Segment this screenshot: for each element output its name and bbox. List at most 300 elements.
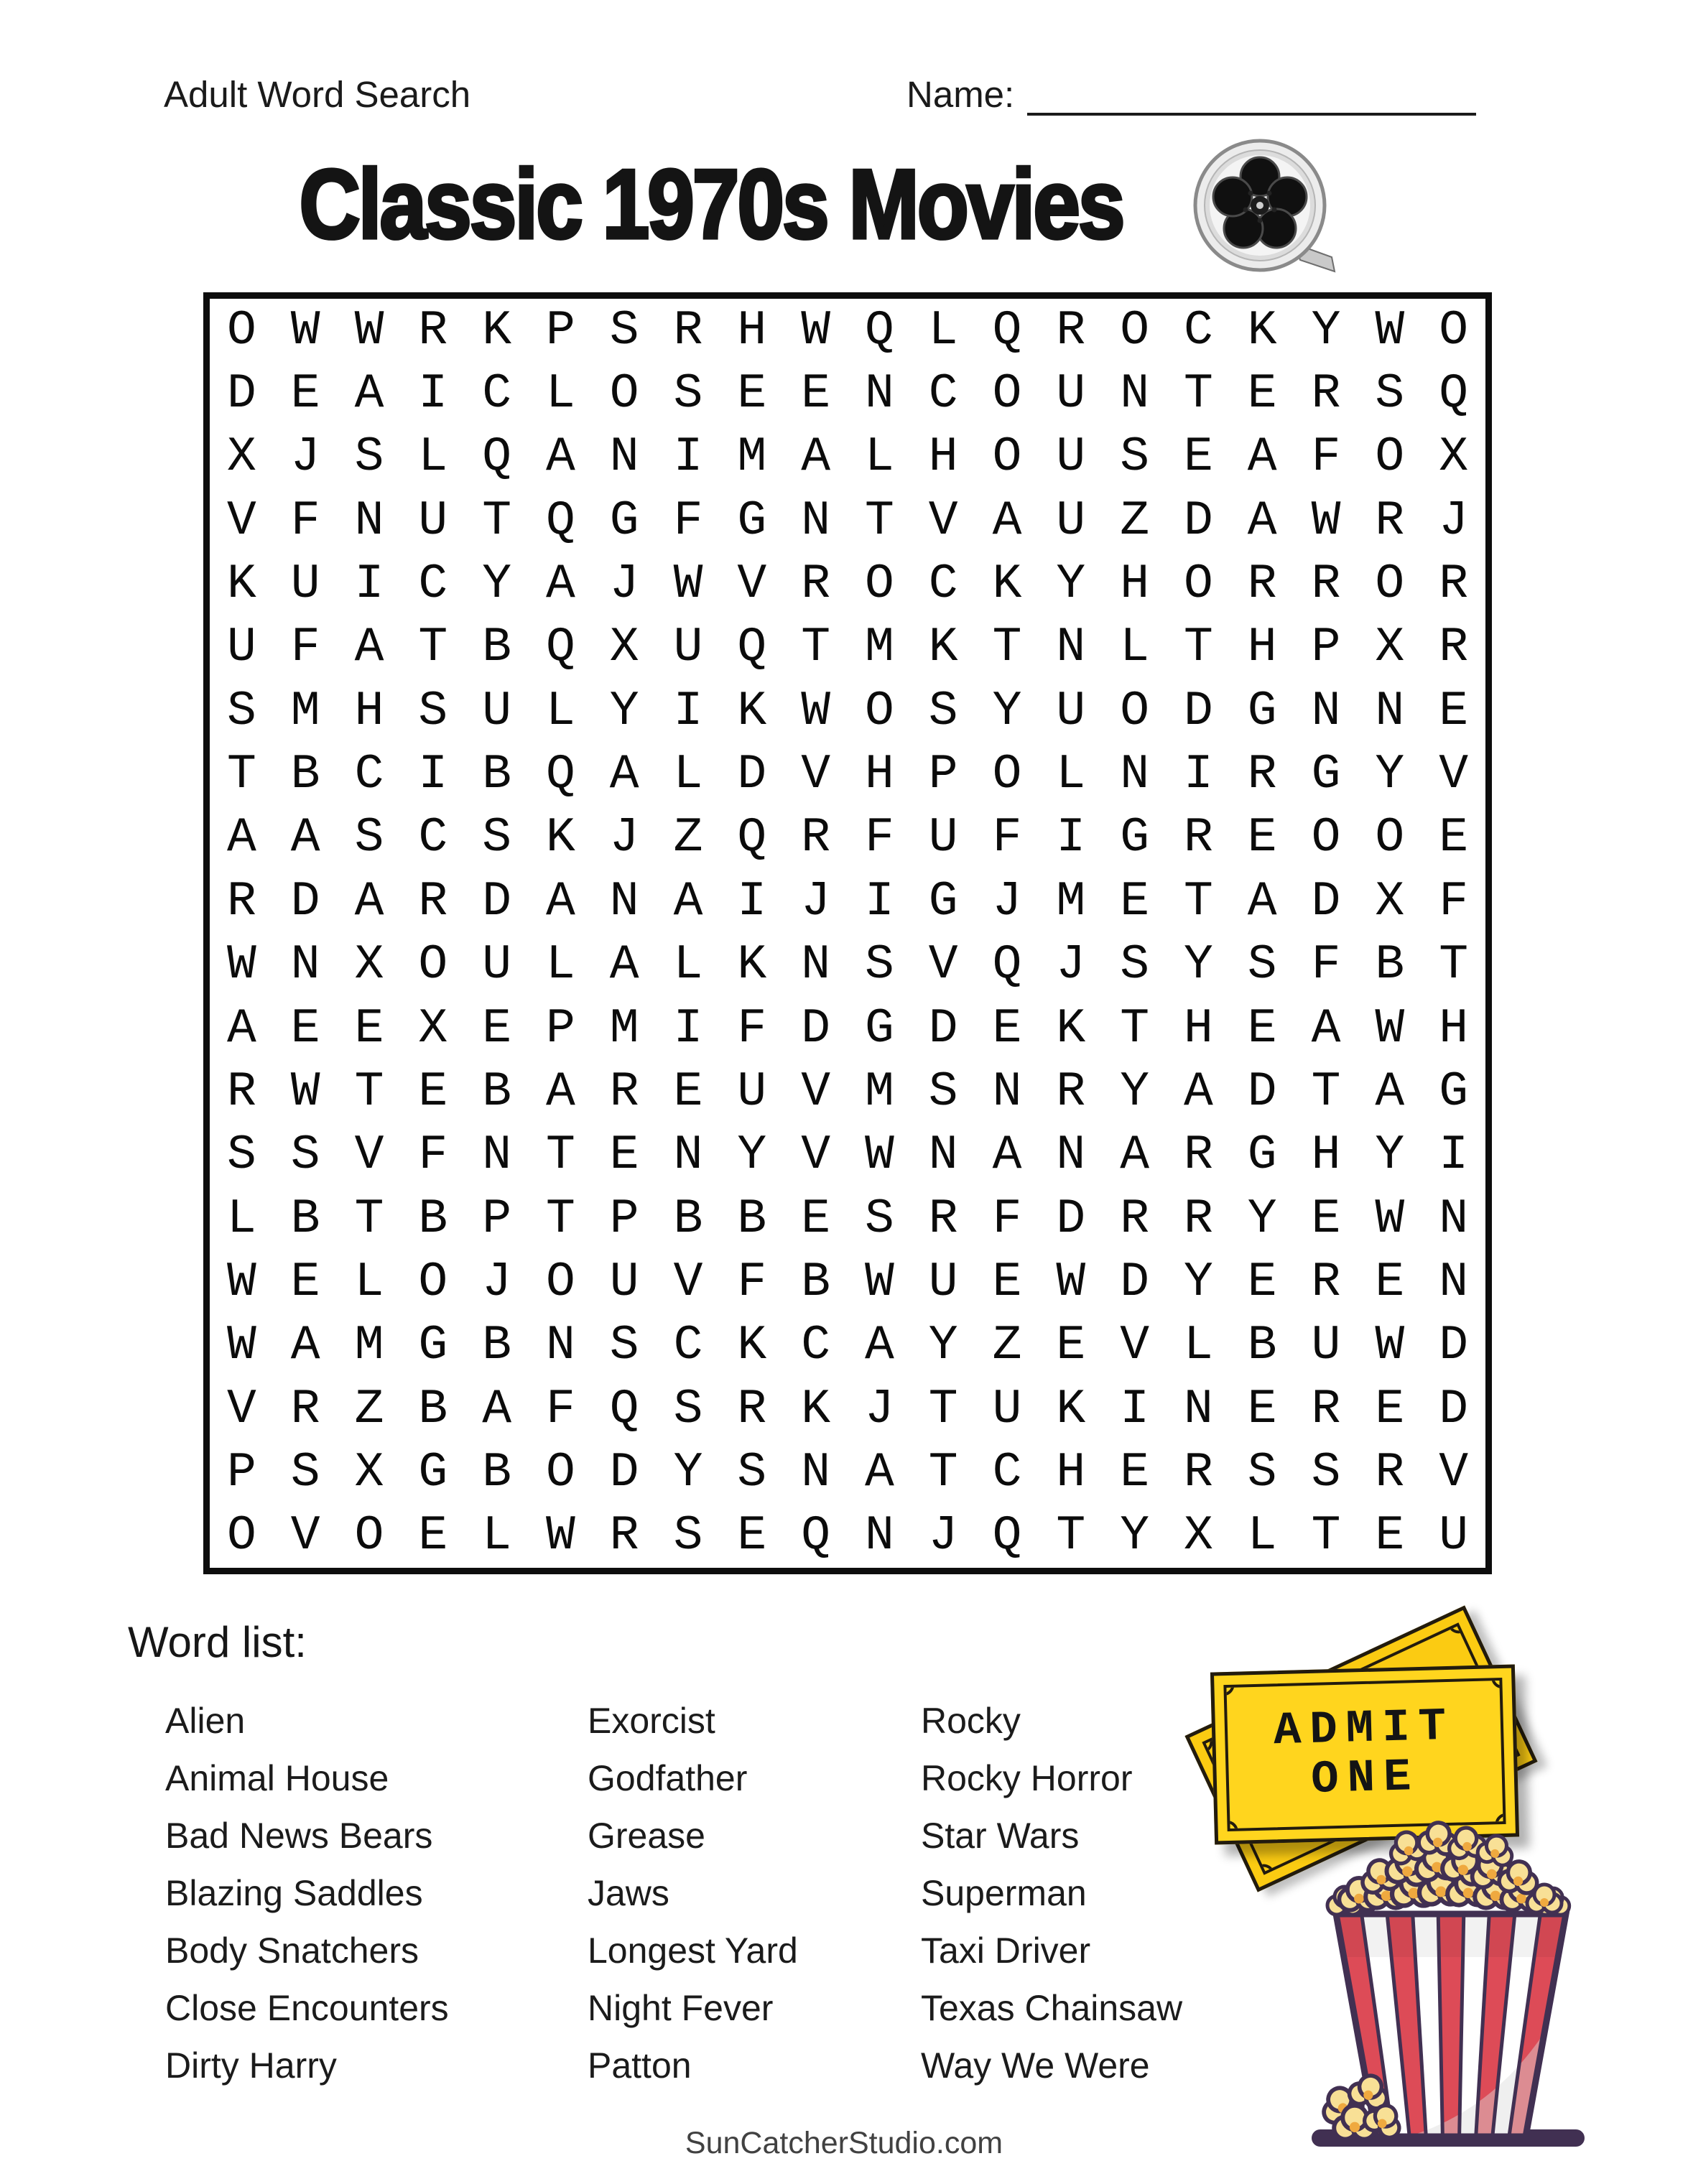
grid-letter: Y bbox=[1247, 1191, 1277, 1247]
word-list-item: Animal House bbox=[165, 1758, 389, 1798]
grid-letter: S bbox=[226, 1128, 256, 1184]
grid-letter: K bbox=[801, 1381, 830, 1437]
grid-letter: N bbox=[609, 873, 639, 929]
grid-letter: G bbox=[864, 1000, 894, 1056]
grid-letter: I bbox=[1056, 810, 1086, 866]
grid-letter: S bbox=[354, 810, 384, 866]
grid-letter: P bbox=[482, 1191, 511, 1247]
grid-letter: E bbox=[992, 1254, 1022, 1310]
grid-letter: D bbox=[1120, 1254, 1149, 1310]
grid-letter: B bbox=[482, 620, 511, 676]
grid-letter: D bbox=[609, 1444, 639, 1500]
word-list-item: Texas Chainsaw bbox=[921, 1988, 1183, 2028]
grid-letter: H bbox=[737, 302, 767, 358]
grid-letter: B bbox=[673, 1191, 703, 1247]
grid-letter: M bbox=[290, 683, 320, 739]
grid-letter: O bbox=[609, 366, 639, 422]
grid-letter: L bbox=[1183, 1318, 1213, 1374]
grid-letter: H bbox=[1120, 557, 1149, 613]
grid-letter: X bbox=[226, 429, 256, 485]
grid-letter: L bbox=[226, 1191, 256, 1247]
grid-letter: C bbox=[354, 747, 384, 803]
grid-letter: G bbox=[418, 1318, 448, 1374]
grid-letter: O bbox=[1120, 302, 1149, 358]
grid-letter: E bbox=[418, 1064, 448, 1120]
grid-letter: X bbox=[418, 1000, 448, 1056]
ticket-corner-notch bbox=[1444, 1622, 1473, 1637]
grid-letter: N bbox=[801, 1444, 830, 1500]
grid-letter: F bbox=[737, 1000, 767, 1056]
grid-letter: C bbox=[992, 1444, 1022, 1500]
grid-letter: D bbox=[482, 873, 511, 929]
grid-letter: D bbox=[290, 873, 320, 929]
grid-letter: R bbox=[1311, 366, 1341, 422]
grid-letter: A bbox=[1311, 1000, 1341, 1056]
grid-letter: Y bbox=[992, 683, 1022, 739]
grid-letter: S bbox=[354, 429, 384, 485]
grid-letter: W bbox=[545, 1508, 575, 1564]
grid-letter: Z bbox=[1120, 493, 1149, 549]
grid-letter: X bbox=[1439, 429, 1468, 485]
grid-letter: O bbox=[354, 1508, 384, 1564]
grid-letter: N bbox=[1056, 620, 1086, 676]
ticket-corner-notch bbox=[1250, 1861, 1279, 1875]
grid-letter: E bbox=[1183, 429, 1213, 485]
grid-letter: S bbox=[673, 1508, 703, 1564]
grid-letter: E bbox=[1439, 810, 1468, 866]
grid-letter: O bbox=[992, 747, 1022, 803]
grid-letter: V bbox=[737, 557, 767, 613]
grid-letter: K bbox=[1056, 1000, 1086, 1056]
grid-letter: F bbox=[418, 1128, 448, 1184]
grid-letter: A bbox=[482, 1381, 511, 1437]
grid-letter: A bbox=[864, 1318, 894, 1374]
grid-letter: R bbox=[1056, 302, 1086, 358]
word-list-item: Godfather bbox=[588, 1758, 748, 1798]
grid-letter: O bbox=[864, 683, 894, 739]
film-reel-icon bbox=[1187, 136, 1339, 282]
grid-letter: A bbox=[992, 493, 1022, 549]
grid-letter: F bbox=[864, 810, 894, 866]
popcorn-bucket-icon bbox=[1300, 1819, 1602, 2150]
grid-letter: E bbox=[1056, 1318, 1086, 1374]
grid-letter: D bbox=[1247, 1064, 1277, 1120]
grid-letter: G bbox=[737, 493, 767, 549]
word-list-item: Alien bbox=[165, 1701, 246, 1741]
grid-letter: I bbox=[1439, 1128, 1468, 1184]
grid-letter: W bbox=[1375, 1318, 1405, 1374]
grid-letter: O bbox=[1120, 683, 1149, 739]
grid-letter: U bbox=[1056, 366, 1086, 422]
grid-letter: Y bbox=[609, 683, 639, 739]
grid-letter: J bbox=[609, 557, 639, 613]
grid-letter: X bbox=[1375, 873, 1405, 929]
grid-letter: D bbox=[1439, 1318, 1468, 1374]
grid-letter: B bbox=[418, 1381, 448, 1437]
grid-letter: O bbox=[1311, 810, 1341, 866]
grid-letter: M bbox=[737, 429, 767, 485]
grid-letter: R bbox=[801, 557, 830, 613]
word-list-item: Exorcist bbox=[588, 1701, 715, 1741]
grid-letter: A bbox=[609, 937, 639, 993]
grid-letter: W bbox=[1375, 1191, 1405, 1247]
grid-letter: G bbox=[928, 873, 958, 929]
grid-letter: C bbox=[418, 557, 448, 613]
grid-letter: C bbox=[1183, 302, 1213, 358]
grid-letter: A bbox=[609, 747, 639, 803]
grid-letter: X bbox=[354, 1444, 384, 1500]
grid-letter: V bbox=[1439, 747, 1468, 803]
grid-letter: R bbox=[1247, 557, 1277, 613]
grid-letter: N bbox=[545, 1318, 575, 1374]
grid-letter: J bbox=[1439, 493, 1468, 549]
grid-letter: T bbox=[1311, 1508, 1341, 1564]
grid-letter: E bbox=[354, 1000, 384, 1056]
grid-letter: C bbox=[928, 557, 958, 613]
grid-letter: S bbox=[673, 366, 703, 422]
grid-letter: H bbox=[1247, 620, 1277, 676]
grid-letter: S bbox=[1120, 937, 1149, 993]
grid-letter: N bbox=[801, 493, 830, 549]
grid-letter: N bbox=[290, 937, 320, 993]
grid-letter: N bbox=[1120, 747, 1149, 803]
grid-letter: N bbox=[801, 937, 830, 993]
grid-letter: V bbox=[290, 1508, 320, 1564]
grid-letter: S bbox=[290, 1128, 320, 1184]
grid-letter: R bbox=[1375, 1444, 1405, 1500]
grid-letter: P bbox=[545, 1000, 575, 1056]
grid-letter: F bbox=[673, 493, 703, 549]
grid-letter: E bbox=[482, 1000, 511, 1056]
ticket-corner-notch bbox=[1223, 1821, 1238, 1831]
grid-letter: A bbox=[1375, 1064, 1405, 1120]
grid-letter: W bbox=[1375, 1000, 1405, 1056]
grid-letter: T bbox=[354, 1064, 384, 1120]
word-list-column bbox=[588, 1692, 921, 2094]
grid-letter: I bbox=[673, 683, 703, 739]
grid-letter: J bbox=[928, 1508, 958, 1564]
grid-letter: Y bbox=[1120, 1064, 1149, 1120]
grid-letter: G bbox=[418, 1444, 448, 1500]
grid-letter: N bbox=[482, 1128, 511, 1184]
grid-letter: R bbox=[226, 1064, 256, 1120]
grid-letter: J bbox=[864, 1381, 894, 1437]
grid-letter: R bbox=[418, 873, 448, 929]
grid-letter: V bbox=[226, 1381, 256, 1437]
grid-letter: A bbox=[290, 1318, 320, 1374]
grid-letter: V bbox=[354, 1128, 384, 1184]
grid-letter: N bbox=[1311, 683, 1341, 739]
grid-letter: B bbox=[801, 1254, 830, 1310]
grid-letter: T bbox=[801, 620, 830, 676]
grid-letter: T bbox=[1183, 873, 1213, 929]
grid-letter: U bbox=[673, 620, 703, 676]
grid-letter: N bbox=[609, 429, 639, 485]
grid-letter: S bbox=[226, 683, 256, 739]
grid-letter: E bbox=[737, 1508, 767, 1564]
grid-letter: J bbox=[609, 810, 639, 866]
ticket-text-admit: ADMIT bbox=[1273, 1701, 1455, 1758]
grid-letter: Y bbox=[737, 1128, 767, 1184]
grid-letter: F bbox=[992, 810, 1022, 866]
popcorn-mound bbox=[1327, 1821, 1569, 1915]
word-list-item: Close Encounters bbox=[165, 1988, 449, 2028]
grid-letter: K bbox=[482, 302, 511, 358]
grid-letter: U bbox=[1311, 1318, 1341, 1374]
grid-letter: X bbox=[609, 620, 639, 676]
grid-letter: U bbox=[609, 1254, 639, 1310]
grid-letter: R bbox=[1183, 1191, 1213, 1247]
grid-letter: R bbox=[801, 810, 830, 866]
grid-letter: N bbox=[1439, 1191, 1468, 1247]
grid-letter: O bbox=[545, 1444, 575, 1500]
grid-letter: U bbox=[226, 620, 256, 676]
grid-letter: A bbox=[226, 1000, 256, 1056]
grid-letter: S bbox=[737, 1444, 767, 1500]
grid-letter: G bbox=[1247, 1128, 1277, 1184]
grid-letter: I bbox=[418, 366, 448, 422]
grid-letter: V bbox=[928, 937, 958, 993]
grid-letter: N bbox=[1183, 1381, 1213, 1437]
grid-letter: Q bbox=[482, 429, 511, 485]
grid-letter: Z bbox=[354, 1381, 384, 1437]
grid-letter: W bbox=[226, 937, 256, 993]
grid-letter: L bbox=[1247, 1508, 1277, 1564]
ticket-front-inner-border bbox=[1223, 1678, 1506, 1831]
grid-letter: U bbox=[928, 1254, 958, 1310]
grid-letter: D bbox=[1183, 683, 1213, 739]
grid-letter: E bbox=[801, 366, 830, 422]
grid-letter: W bbox=[801, 683, 830, 739]
grid-letter: E bbox=[801, 1191, 830, 1247]
grid-letter: L bbox=[1056, 747, 1086, 803]
grid-letter: S bbox=[864, 937, 894, 993]
grid-letter: V bbox=[801, 1064, 830, 1120]
grid-letter: L bbox=[354, 1254, 384, 1310]
grid-letter: E bbox=[1311, 1191, 1341, 1247]
word-list-item: Bad News Bears bbox=[165, 1816, 433, 1856]
grid-letter: R bbox=[1311, 557, 1341, 613]
grid-letter: K bbox=[1247, 302, 1277, 358]
grid-letter: L bbox=[545, 366, 575, 422]
grid-letter: B bbox=[482, 1444, 511, 1500]
grid-letter: R bbox=[1183, 1444, 1213, 1500]
grid-letter: I bbox=[1183, 747, 1213, 803]
grid-letter: E bbox=[1375, 1508, 1405, 1564]
grid-letter: Y bbox=[1056, 557, 1086, 613]
grid-letter: I bbox=[864, 873, 894, 929]
grid-letter: S bbox=[418, 683, 448, 739]
grid-letter: V bbox=[226, 493, 256, 549]
grid-letter: F bbox=[1439, 873, 1468, 929]
grid-letter: H bbox=[354, 683, 384, 739]
grid-letter: Y bbox=[1120, 1508, 1149, 1564]
grid-letter: S bbox=[609, 1318, 639, 1374]
grid-letter: A bbox=[545, 1064, 575, 1120]
grid-letter: F bbox=[290, 620, 320, 676]
grid-letter: R bbox=[737, 1381, 767, 1437]
grid-letter: O bbox=[864, 557, 894, 613]
grid-letter: P bbox=[609, 1191, 639, 1247]
grid-letter: T bbox=[226, 747, 256, 803]
grid-letter: N bbox=[673, 1128, 703, 1184]
grid-letter: K bbox=[737, 1318, 767, 1374]
grid-letter: S bbox=[1311, 1444, 1341, 1500]
grid-letter: T bbox=[354, 1191, 384, 1247]
grid-letter: A bbox=[1247, 493, 1277, 549]
ticket-text-one: ONE bbox=[1310, 1752, 1421, 1806]
grid-letter: M bbox=[609, 1000, 639, 1056]
grid-letter: L bbox=[545, 937, 575, 993]
grid-letter: R bbox=[290, 1381, 320, 1437]
grid-letter: A bbox=[673, 873, 703, 929]
grid-letter: U bbox=[1056, 683, 1086, 739]
grid-letter: J bbox=[992, 873, 1022, 929]
grid-letter: H bbox=[1183, 1000, 1213, 1056]
grid-letter: A bbox=[290, 810, 320, 866]
grid-letter: U bbox=[418, 493, 448, 549]
grid-letter: S bbox=[928, 683, 958, 739]
grid-letter: P bbox=[226, 1444, 256, 1500]
grid-letter: E bbox=[1375, 1254, 1405, 1310]
grid-letter: Y bbox=[482, 557, 511, 613]
grid-letter: R bbox=[1056, 1064, 1086, 1120]
grid-letter: Q bbox=[992, 302, 1022, 358]
word-list-item: Patton bbox=[588, 2045, 692, 2086]
grid-letter: M bbox=[864, 620, 894, 676]
grid-letter: W bbox=[290, 1064, 320, 1120]
grid-letter: A bbox=[992, 1128, 1022, 1184]
grid-letter: V bbox=[673, 1254, 703, 1310]
grid-letter: F bbox=[992, 1191, 1022, 1247]
grid-letter: U bbox=[482, 683, 511, 739]
grid-letter: E bbox=[1120, 873, 1149, 929]
grid-letter: G bbox=[1439, 1064, 1468, 1120]
word-search-grid bbox=[203, 292, 1492, 1574]
grid-letter: O bbox=[992, 429, 1022, 485]
grid-letter: P bbox=[545, 302, 575, 358]
grid-letter: K bbox=[1056, 1381, 1086, 1437]
ticket-corner-notch bbox=[1223, 1678, 1234, 1696]
grid-letter: W bbox=[864, 1254, 894, 1310]
grid-letter: F bbox=[1311, 937, 1341, 993]
grid-letter: Q bbox=[545, 493, 575, 549]
word-list-heading: Word list: bbox=[128, 1618, 307, 1666]
grid-letter: R bbox=[609, 1508, 639, 1564]
grid-letter: C bbox=[801, 1318, 830, 1374]
grid-letter: R bbox=[1439, 620, 1468, 676]
grid-letter: W bbox=[290, 302, 320, 358]
grid-letter: E bbox=[673, 1064, 703, 1120]
word-list-item: Dirty Harry bbox=[165, 2045, 337, 2086]
grid-letter: F bbox=[1311, 429, 1341, 485]
grid-letter: F bbox=[737, 1254, 767, 1310]
grid-letter: S bbox=[290, 1444, 320, 1500]
grid-letter: O bbox=[418, 937, 448, 993]
grid-letter: U bbox=[1439, 1508, 1468, 1564]
grid-letter: Z bbox=[992, 1318, 1022, 1374]
grid-letter: K bbox=[737, 683, 767, 739]
footer-site-credit: SunCatcherStudio.com bbox=[685, 2126, 1003, 2160]
name-field bbox=[906, 73, 1476, 116]
grid-letter: W bbox=[354, 302, 384, 358]
grid-letter: A bbox=[1247, 873, 1277, 929]
word-list-item: Superman bbox=[921, 1873, 1087, 1913]
grid-letter: N bbox=[1439, 1254, 1468, 1310]
grid-letter: W bbox=[673, 557, 703, 613]
word-list-item: Rocky bbox=[921, 1701, 1021, 1741]
grid-letter: Q bbox=[1439, 366, 1468, 422]
grid-letter: J bbox=[290, 429, 320, 485]
grid-letter: Q bbox=[992, 937, 1022, 993]
grid-letter: B bbox=[737, 1191, 767, 1247]
grid-letter: B bbox=[482, 1318, 511, 1374]
grid-letter: F bbox=[290, 493, 320, 549]
word-list bbox=[165, 1692, 1343, 2094]
grid-letter: C bbox=[418, 810, 448, 866]
grid-letter: T bbox=[1183, 366, 1213, 422]
grid-letter: A bbox=[545, 429, 575, 485]
grid-letter: A bbox=[354, 873, 384, 929]
grid-letter: C bbox=[928, 366, 958, 422]
grid-letter: T bbox=[992, 620, 1022, 676]
grid-letter: U bbox=[1056, 493, 1086, 549]
grid-letter: E bbox=[290, 1000, 320, 1056]
grid-letter: M bbox=[864, 1064, 894, 1120]
grid-letter: T bbox=[1183, 620, 1213, 676]
grid-letter: R bbox=[1375, 493, 1405, 549]
grid-letter: Y bbox=[928, 1318, 958, 1374]
grid-letter: R bbox=[1311, 1381, 1341, 1437]
grid-letter: A bbox=[1247, 429, 1277, 485]
grid-letter: O bbox=[1183, 557, 1213, 613]
grid-letter: X bbox=[354, 937, 384, 993]
grid-letter: B bbox=[482, 1064, 511, 1120]
grid-letter: P bbox=[928, 747, 958, 803]
grid-letter: S bbox=[1120, 429, 1149, 485]
grid-letter: Q bbox=[801, 1508, 830, 1564]
grid-letter: Q bbox=[737, 620, 767, 676]
grid-letter: A bbox=[226, 810, 256, 866]
grid-letter: L bbox=[864, 429, 894, 485]
grid-letter: Y bbox=[1311, 302, 1341, 358]
ticket-corner-notch bbox=[1491, 1678, 1506, 1688]
grid-letter: V bbox=[801, 1128, 830, 1184]
grid-letter: U bbox=[737, 1064, 767, 1120]
grid-letter: Y bbox=[1183, 937, 1213, 993]
grid-letter: L bbox=[1120, 620, 1149, 676]
word-list-item: Body Snatchers bbox=[165, 1930, 419, 1971]
grid-letter: R bbox=[928, 1191, 958, 1247]
grid-letter: D bbox=[737, 747, 767, 803]
grid-letter: S bbox=[609, 302, 639, 358]
word-list-item: Night Fever bbox=[588, 1988, 774, 2028]
grid-letter: R bbox=[1183, 1128, 1213, 1184]
grid-letter: O bbox=[992, 366, 1022, 422]
grid-letter: N bbox=[1375, 683, 1405, 739]
word-list-item: Jaws bbox=[588, 1873, 669, 1913]
grid-letter: E bbox=[418, 1508, 448, 1564]
grid-letter: O bbox=[418, 1254, 448, 1310]
grid-letter: Z bbox=[673, 810, 703, 866]
grid-letter: R bbox=[609, 1064, 639, 1120]
grid-letter: S bbox=[864, 1191, 894, 1247]
grid-letter: W bbox=[1375, 302, 1405, 358]
grid-letter: G bbox=[1120, 810, 1149, 866]
grid-letter: M bbox=[354, 1318, 384, 1374]
grid-letter: B bbox=[1375, 937, 1405, 993]
grid-letter: S bbox=[1247, 937, 1277, 993]
